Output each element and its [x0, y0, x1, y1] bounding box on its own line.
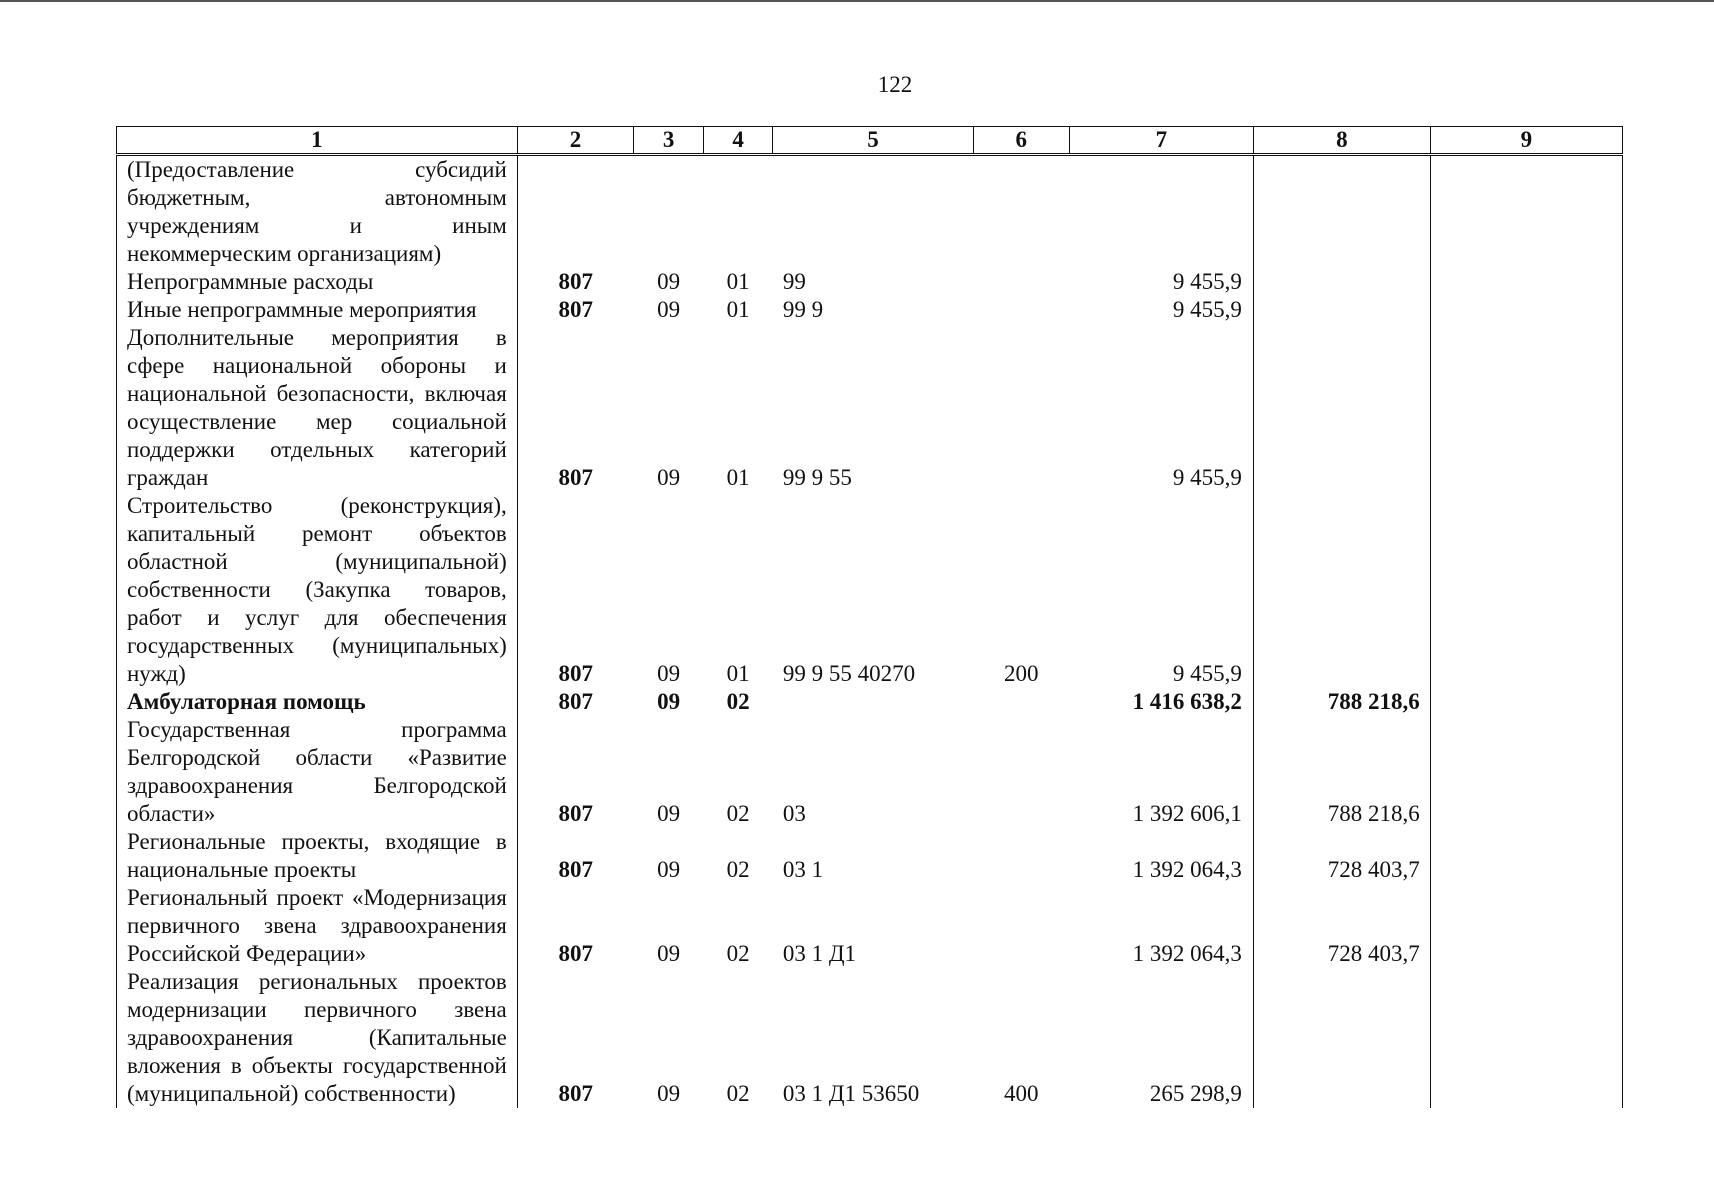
row-amount-total: 9 455,9 — [1069, 268, 1253, 296]
row-amount-col9 — [1430, 968, 1622, 1108]
row-target-article: 99 9 55 40270 — [782, 661, 916, 686]
row-amount-federal: 788 218,6 — [1253, 688, 1430, 716]
row-expense-type — [973, 716, 1069, 828]
row-amount-col9 — [1430, 155, 1622, 269]
row-section-code: 09 — [657, 269, 681, 294]
row-expense-type — [973, 884, 1069, 968]
row-target-article: 03 1 Д1 — [782, 941, 857, 966]
row-description: Региональный проект «Модернизация первичного звена здравоохранения Российской Федерации» — [117, 884, 518, 968]
row-subsection-code: 02 — [726, 689, 750, 714]
row-expense-type — [973, 268, 1069, 296]
row-amount-federal: 788 218,6 — [1253, 716, 1430, 828]
row-subsection-code — [703, 155, 773, 269]
row-amount-federal: 728 403,7 — [1253, 884, 1430, 968]
row-section-code: 09 — [657, 297, 681, 322]
column-header-8: 8 — [1253, 127, 1430, 155]
table-row — [117, 716, 1623, 828]
row-ministry-code: 807 — [558, 269, 594, 294]
row-section-code: 09 — [657, 465, 681, 490]
row-amount-federal — [1253, 968, 1430, 1108]
row-amount-total: 1 392 064,3 — [1069, 828, 1253, 884]
row-section-code — [634, 155, 704, 269]
row-subsection-code: 01 — [726, 269, 750, 294]
row-amount-federal — [1253, 492, 1430, 688]
row-expense-type — [973, 688, 1069, 716]
row-subsection-code: 02 — [726, 857, 750, 882]
row-expense-type — [973, 324, 1069, 492]
row-target-article: 03 — [782, 801, 806, 826]
table-row — [117, 324, 1623, 492]
row-amount-total: 265 298,9 — [1069, 968, 1253, 1108]
row-target-article: 99 — [782, 269, 806, 294]
row-amount-col9 — [1430, 884, 1622, 968]
row-section-code: 09 — [657, 1081, 681, 1106]
row-ministry-code: 807 — [558, 1081, 594, 1106]
table-row — [117, 828, 1623, 884]
column-header-7: 7 — [1069, 127, 1253, 155]
row-expense-type — [973, 296, 1069, 324]
column-header-5: 5 — [773, 127, 973, 155]
row-expense-type — [973, 155, 1069, 269]
row-description: (Предоставление субсидий бюджетным, автономным учреждениям и иным некоммерческим организациям) — [117, 155, 518, 269]
row-description: Амбулаторная помощь — [117, 688, 518, 716]
table-row — [117, 688, 1623, 716]
row-amount-total: 1 392 064,3 — [1069, 884, 1253, 968]
row-section-code: 09 — [657, 801, 681, 826]
row-description: Непрограммные расходы — [117, 268, 518, 296]
row-amount-total: 1 416 638,2 — [1069, 688, 1253, 716]
row-amount-total: 9 455,9 — [1069, 324, 1253, 492]
row-amount-total: 9 455,9 — [1069, 492, 1253, 688]
row-expense-type: 200 — [1004, 661, 1039, 686]
row-description: Строительство (реконструкция), капитальный ремонт объектов областной (муниципальной) собственности (Закупка товаров, работ и услуг для обеспечения государственных (муниципальных) нужд) — [117, 492, 518, 688]
row-subsection-code: 01 — [726, 661, 750, 686]
row-expense-type — [973, 828, 1069, 884]
column-header-9: 9 — [1430, 127, 1622, 155]
row-amount-federal — [1253, 155, 1430, 269]
table-row — [117, 296, 1623, 324]
table-header — [117, 127, 1623, 155]
column-header-1: 1 — [117, 127, 518, 155]
row-description: Дополнительные мероприятия в сфере национальной обороны и национальной безопасности, включая осуществление мер социальной поддержки отдельных категорий граждан — [117, 324, 518, 492]
row-target-article — [773, 688, 973, 716]
row-amount-federal: 728 403,7 — [1253, 828, 1430, 884]
table-row — [117, 155, 1623, 269]
row-ministry-code: 807 — [558, 297, 594, 322]
row-amount-col9 — [1430, 268, 1622, 296]
row-amount-col9 — [1430, 492, 1622, 688]
row-amount-col9 — [1430, 716, 1622, 828]
row-target-article: 99 9 55 — [782, 465, 852, 490]
row-amount-total — [1069, 155, 1253, 269]
row-description: Региональные проекты, входящие в национальные проекты — [117, 828, 518, 884]
row-amount-federal — [1253, 296, 1430, 324]
row-ministry-code — [517, 155, 634, 269]
row-subsection-code: 01 — [726, 465, 750, 490]
page-number: 122 — [877, 72, 913, 97]
row-section-code: 09 — [657, 689, 681, 714]
header-row — [117, 127, 1623, 155]
row-description: Иные непрограммные мероприятия — [117, 296, 518, 324]
table-row — [117, 492, 1623, 688]
table-row — [117, 268, 1623, 296]
row-amount-total: 9 455,9 — [1069, 296, 1253, 324]
row-section-code: 09 — [657, 941, 681, 966]
column-header-4: 4 — [703, 127, 773, 155]
row-amount-total: 1 392 606,1 — [1069, 716, 1253, 828]
row-amount-col9 — [1430, 688, 1622, 716]
row-amount-col9 — [1430, 828, 1622, 884]
row-subsection-code: 01 — [726, 297, 750, 322]
row-amount-col9 — [1430, 296, 1622, 324]
row-amount-col9 — [1430, 324, 1622, 492]
row-section-code: 09 — [657, 661, 681, 686]
row-subsection-code: 02 — [726, 801, 750, 826]
row-target-article — [773, 155, 973, 269]
column-header-3: 3 — [634, 127, 704, 155]
row-amount-federal — [1253, 268, 1430, 296]
row-description: Государственная программа Белгородской области «Развитие здравоохранения Белгородской области» — [117, 716, 518, 828]
row-target-article: 99 9 — [782, 297, 824, 322]
row-subsection-code: 02 — [726, 941, 750, 966]
row-section-code: 09 — [657, 857, 681, 882]
row-ministry-code: 807 — [558, 941, 594, 966]
column-header-2: 2 — [517, 127, 634, 155]
row-ministry-code: 807 — [558, 689, 594, 714]
row-ministry-code: 807 — [558, 857, 594, 882]
row-ministry-code: 807 — [558, 661, 594, 686]
row-subsection-code: 02 — [726, 1081, 750, 1106]
row-ministry-code: 807 — [558, 465, 594, 490]
table-body — [117, 155, 1623, 1109]
budget-table — [116, 126, 1623, 1108]
row-target-article: 03 1 — [782, 857, 824, 882]
row-target-article: 03 1 Д1 53650 — [782, 1081, 920, 1106]
row-expense-type: 400 — [1004, 1081, 1039, 1106]
scan-top-border — [0, 0, 1714, 2]
table-row — [117, 884, 1623, 968]
row-ministry-code: 807 — [558, 801, 594, 826]
table-row — [117, 968, 1623, 1108]
row-description: Реализация региональных проектов модернизации первичного звена здравоохранения (Капитальные вложения в объекты государственной (муниципальной) собственности) — [117, 968, 518, 1108]
row-amount-federal — [1253, 324, 1430, 492]
column-header-6: 6 — [973, 127, 1069, 155]
